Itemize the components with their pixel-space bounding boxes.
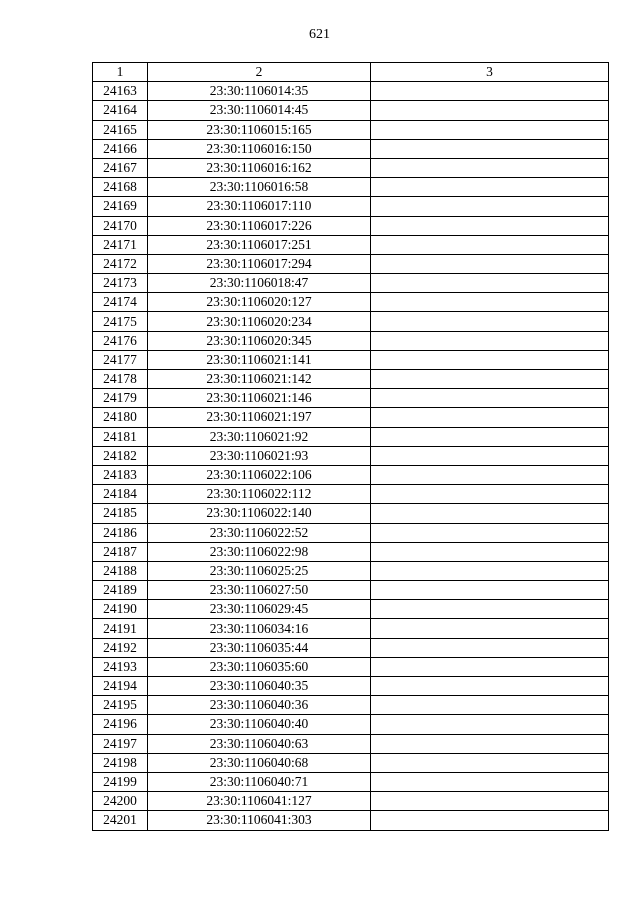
note-cell [371, 101, 609, 120]
table-row [93, 657, 609, 676]
table-row [93, 485, 609, 504]
table-row [93, 811, 609, 830]
note-cell [371, 734, 609, 753]
row-number-cell: 24194 [93, 677, 148, 696]
note-cell [371, 216, 609, 235]
table-row [93, 696, 609, 715]
row-number-cell: 24177 [93, 350, 148, 369]
note-cell [371, 197, 609, 216]
table-row [93, 331, 609, 350]
table-row [93, 350, 609, 369]
cadastral-number-cell: 23:30:1106016:150 [148, 139, 371, 158]
cadastral-number-cell: 23:30:1106017:226 [148, 216, 371, 235]
cadastral-number-cell: 23:30:1106040:63 [148, 734, 371, 753]
row-number-cell: 24175 [93, 312, 148, 331]
cadastral-number-cell: 23:30:1106020:234 [148, 312, 371, 331]
row-number-cell: 24188 [93, 561, 148, 580]
table-body [93, 82, 609, 830]
cadastral-number-cell: 23:30:1106035:60 [148, 657, 371, 676]
cadastral-number-cell: 23:30:1106040:68 [148, 753, 371, 772]
row-number-cell: 24179 [93, 389, 148, 408]
row-number-cell: 24167 [93, 158, 148, 177]
cadastral-number-cell: 23:30:1106016:58 [148, 178, 371, 197]
cadastral-number-cell: 23:30:1106040:71 [148, 772, 371, 791]
cadastral-number-cell: 23:30:1106020:127 [148, 293, 371, 312]
cadastral-number-cell: 23:30:1106027:50 [148, 581, 371, 600]
table-row [93, 178, 609, 197]
note-cell [371, 408, 609, 427]
cadastral-number-cell: 23:30:1106035:44 [148, 638, 371, 657]
row-number-cell: 24187 [93, 542, 148, 561]
data-table [92, 62, 609, 831]
note-cell [371, 465, 609, 484]
row-number-cell: 24190 [93, 600, 148, 619]
row-number-cell: 24166 [93, 139, 148, 158]
table-row [93, 197, 609, 216]
note-cell [371, 619, 609, 638]
note-cell [371, 139, 609, 158]
note-cell [371, 254, 609, 273]
cadastral-number-cell: 23:30:1106020:345 [148, 331, 371, 350]
row-number-cell: 24183 [93, 465, 148, 484]
note-cell [371, 600, 609, 619]
table-row [93, 504, 609, 523]
table-row [93, 753, 609, 772]
note-cell [371, 753, 609, 772]
note-cell [371, 811, 609, 830]
row-number-cell: 24180 [93, 408, 148, 427]
note-cell [371, 446, 609, 465]
row-number-cell: 24185 [93, 504, 148, 523]
table-row [93, 293, 609, 312]
note-cell [371, 677, 609, 696]
row-number-cell: 24191 [93, 619, 148, 638]
row-number-cell: 24165 [93, 120, 148, 139]
table-row [93, 542, 609, 561]
cadastral-number-cell: 23:30:1106016:162 [148, 158, 371, 177]
row-number-cell: 24168 [93, 178, 148, 197]
row-number-cell: 24171 [93, 235, 148, 254]
column-header-3: 3 [371, 63, 609, 82]
row-number-cell: 24169 [93, 197, 148, 216]
table-row [93, 581, 609, 600]
table-row [93, 120, 609, 139]
note-cell [371, 638, 609, 657]
cadastral-number-cell: 23:30:1106022:140 [148, 504, 371, 523]
row-number-cell: 24173 [93, 274, 148, 293]
row-number-cell: 24178 [93, 370, 148, 389]
table-row [93, 772, 609, 791]
table-row [93, 82, 609, 101]
note-cell [371, 120, 609, 139]
cadastral-number-cell: 23:30:1106040:35 [148, 677, 371, 696]
row-number-cell: 24163 [93, 82, 148, 101]
cadastral-number-cell: 23:30:1106041:303 [148, 811, 371, 830]
row-number-cell: 24172 [93, 254, 148, 273]
note-cell [371, 542, 609, 561]
row-number-cell: 24186 [93, 523, 148, 542]
column-header-1: 1 [93, 63, 148, 82]
note-cell [371, 312, 609, 331]
note-cell [371, 235, 609, 254]
row-number-cell: 24164 [93, 101, 148, 120]
cadastral-number-cell: 23:30:1106017:251 [148, 235, 371, 254]
note-cell [371, 581, 609, 600]
row-number-cell: 24201 [93, 811, 148, 830]
cadastral-number-cell: 23:30:1106021:197 [148, 408, 371, 427]
cadastral-number-cell: 23:30:1106014:45 [148, 101, 371, 120]
note-cell [371, 389, 609, 408]
table-row [93, 561, 609, 580]
note-cell [371, 715, 609, 734]
note-cell [371, 293, 609, 312]
table-row [93, 446, 609, 465]
note-cell [371, 657, 609, 676]
note-cell [371, 485, 609, 504]
note-cell [371, 792, 609, 811]
note-cell [371, 504, 609, 523]
table-row [93, 101, 609, 120]
note-cell [371, 696, 609, 715]
row-number-cell: 24170 [93, 216, 148, 235]
note-cell [371, 82, 609, 101]
table-row [93, 408, 609, 427]
table-row [93, 312, 609, 331]
row-number-cell: 24192 [93, 638, 148, 657]
note-cell [371, 178, 609, 197]
cadastral-number-cell: 23:30:1106021:92 [148, 427, 371, 446]
cadastral-number-cell: 23:30:1106040:40 [148, 715, 371, 734]
column-header-2: 2 [148, 63, 371, 82]
note-cell [371, 561, 609, 580]
cadastral-number-cell: 23:30:1106041:127 [148, 792, 371, 811]
table-row [93, 600, 609, 619]
cadastral-number-cell: 23:30:1106022:106 [148, 465, 371, 484]
table-header-row [93, 63, 609, 82]
note-cell [371, 772, 609, 791]
row-number-cell: 24193 [93, 657, 148, 676]
table-row [93, 254, 609, 273]
note-cell [371, 331, 609, 350]
note-cell [371, 427, 609, 446]
table-row [93, 216, 609, 235]
row-number-cell: 24176 [93, 331, 148, 350]
table-row [93, 792, 609, 811]
cadastral-number-cell: 23:30:1106017:294 [148, 254, 371, 273]
row-number-cell: 24184 [93, 485, 148, 504]
table-row [93, 139, 609, 158]
cadastral-number-cell: 23:30:1106021:146 [148, 389, 371, 408]
row-number-cell: 24198 [93, 753, 148, 772]
cadastral-number-cell: 23:30:1106022:112 [148, 485, 371, 504]
cadastral-number-cell: 23:30:1106034:16 [148, 619, 371, 638]
table-row [93, 715, 609, 734]
table-row [93, 274, 609, 293]
note-cell [371, 370, 609, 389]
row-number-cell: 24200 [93, 792, 148, 811]
cadastral-number-cell: 23:30:1106017:110 [148, 197, 371, 216]
cadastral-number-cell: 23:30:1106018:47 [148, 274, 371, 293]
table-header [93, 63, 609, 82]
table-row [93, 619, 609, 638]
note-cell [371, 274, 609, 293]
table-row [93, 465, 609, 484]
note-cell [371, 158, 609, 177]
cadastral-number-cell: 23:30:1106021:141 [148, 350, 371, 369]
row-number-cell: 24195 [93, 696, 148, 715]
page-number: 621 [309, 27, 330, 42]
cadastral-number-cell: 23:30:1106040:36 [148, 696, 371, 715]
cadastral-number-cell: 23:30:1106025:25 [148, 561, 371, 580]
cadastral-number-cell: 23:30:1106015:165 [148, 120, 371, 139]
table-row [93, 677, 609, 696]
row-number-cell: 24189 [93, 581, 148, 600]
cadastral-number-cell: 23:30:1106022:52 [148, 523, 371, 542]
row-number-cell: 24174 [93, 293, 148, 312]
note-cell [371, 523, 609, 542]
table-row [93, 427, 609, 446]
row-number-cell: 24197 [93, 734, 148, 753]
cadastral-number-cell: 23:30:1106029:45 [148, 600, 371, 619]
table-row [93, 523, 609, 542]
row-number-cell: 24199 [93, 772, 148, 791]
cadastral-number-cell: 23:30:1106021:142 [148, 370, 371, 389]
row-number-cell: 24181 [93, 427, 148, 446]
table-row [93, 389, 609, 408]
table-row [93, 734, 609, 753]
table-row [93, 158, 609, 177]
note-cell [371, 350, 609, 369]
cadastral-number-cell: 23:30:1106021:93 [148, 446, 371, 465]
table-row [93, 370, 609, 389]
row-number-cell: 24182 [93, 446, 148, 465]
cadastral-number-cell: 23:30:1106022:98 [148, 542, 371, 561]
table-row [93, 235, 609, 254]
table-row [93, 638, 609, 657]
cadastral-number-cell: 23:30:1106014:35 [148, 82, 371, 101]
row-number-cell: 24196 [93, 715, 148, 734]
